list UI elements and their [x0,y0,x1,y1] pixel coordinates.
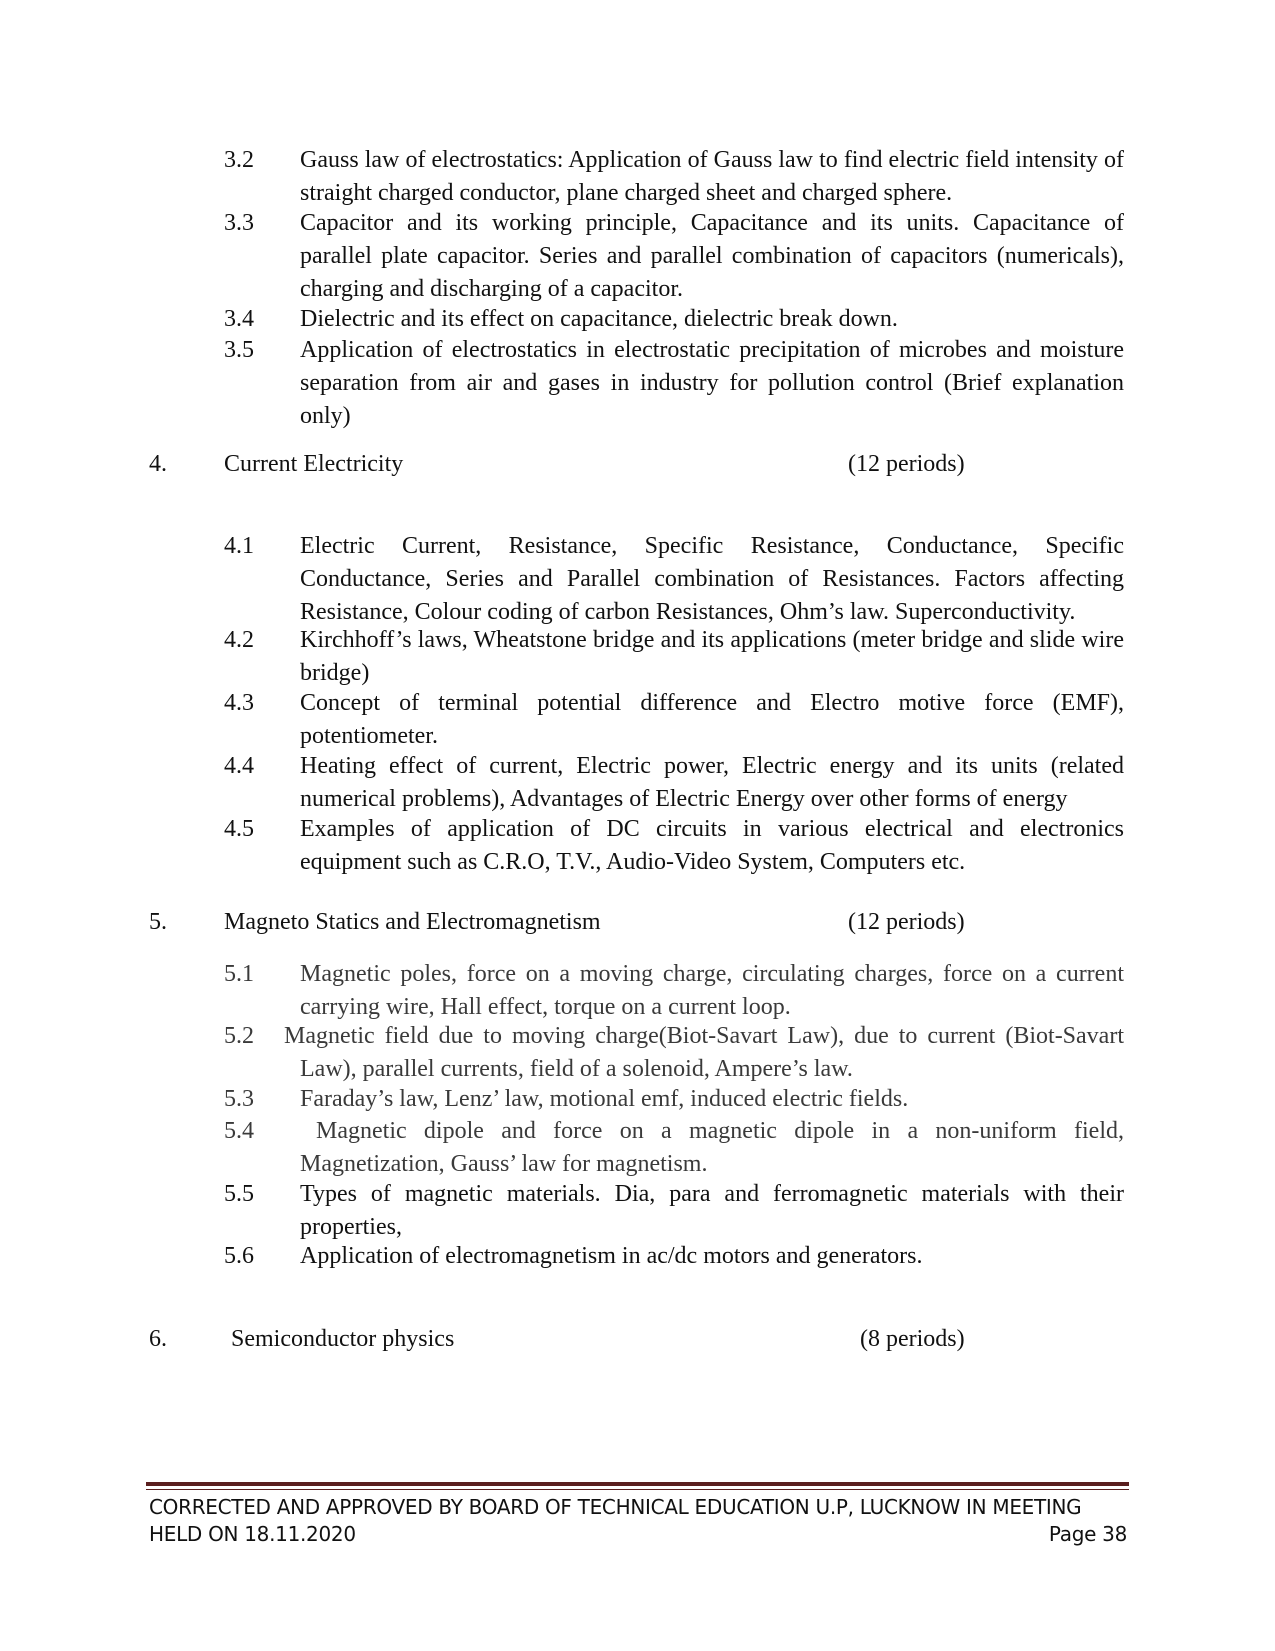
list-item-3-4 [224,303,1124,336]
section-title: Magneto Statics and Electromagnetism [224,909,601,935]
item-text: Magnetic field due to moving charge(Biot-Savart Law), due to current (Biot-Savart Law), parallel currents, field of a solenoid, Ampere’s law. [284,1023,1124,1082]
list-item-4-1 [224,530,1124,629]
list-item-3-2 [224,144,1124,210]
item-text: Concept of terminal potential difference and Electro motive force (EMF), potentiometer. [300,690,1124,749]
footer-line-1: CORRECTED AND APPROVED BY BOARD OF TECHNICAL EDUCATION U.P, LUCKNOW IN MEETING [149,1495,1082,1519]
list-item-5-3 [224,1083,1124,1116]
list-item-4-5 [224,813,1124,879]
item-text: Gauss law of electrostatics: Application of Gauss law to find electric field intensity of straight charged conductor, plane charged sheet and charged sphere. [300,147,1124,206]
item-text: Types of magnetic materials. Dia, para and ferromagnetic materials with their properties, [300,1181,1124,1240]
item-text: Kirchhoff’s laws, Wheatstone bridge and its applications (meter bridge and slide wire bridge) [300,627,1124,686]
item-text: Capacitor and its working principle, Capacitance and its units. Capacitance of parallel plate capacitor. Series and parallel combination of capacitors (numericals), charging and discharging of a capacitor. [300,210,1124,302]
item-number: 3.5 [224,337,254,363]
item-text: Magnetic poles, force on a moving charge, circulating charges, force on a current carrying wire, Hall effect, torque on a current loop. [300,961,1124,1020]
item-number: 4.1 [224,533,254,559]
section-number: 4. [149,451,167,477]
footer-line-2: HELD ON 18.11.2020 [149,1522,356,1546]
item-number: 4.3 [224,690,254,716]
item-number: 3.2 [224,147,254,173]
list-item-5-4 [224,1115,1124,1181]
list-item-4-2 [224,624,1124,690]
page-number: Page 38 [1048,1522,1127,1546]
list-item-4-3 [224,687,1124,753]
list-item-4-4 [224,750,1124,816]
item-text: Magnetic dipole and force on a magnetic dipole in a non-uniform field, Magnetization, Gauss’ law for magnetism. [300,1118,1124,1177]
item-number: 5.5 [224,1181,254,1207]
footer-rule-thin [146,1489,1129,1490]
footer-rule-thick [146,1482,1129,1486]
item-number: 3.3 [224,210,254,236]
item-number: 5.1 [224,961,254,987]
section-periods: (12 periods) [848,451,965,477]
item-text: Application of electrostatics in electrostatic precipitation of microbes and moisture separation from air and gases in industry for pollution control (Brief explanation only) [300,337,1124,429]
item-number: 4.2 [224,627,254,653]
section-periods: (12 periods) [848,909,965,935]
item-number: 5.3 [224,1086,254,1112]
list-item-5-2 [224,1020,1124,1086]
list-item-5-1 [224,958,1124,1024]
item-text: Electric Current, Resistance, Specific Resistance, Conductance, Specific Conductance, Series and Parallel combination of Resistances. Factors affecting Resistance, Colour coding of carbon Resistances, Ohm’s law. Superconductivity. [300,533,1124,625]
item-number: 5.2 [224,1023,254,1049]
list-item-5-5 [224,1178,1124,1244]
section-number: 5. [149,909,167,935]
item-number: 4.4 [224,753,254,779]
item-number: 5.6 [224,1243,254,1269]
page-footer [149,1494,1127,1548]
list-item-3-3 [224,207,1124,306]
item-text: Faraday’s law, Lenz’ law, motional emf, induced electric fields. [300,1086,909,1112]
item-text: Application of electromagnetism in ac/dc motors and generators. [300,1243,923,1269]
item-text: Dielectric and its effect on capacitance, dielectric break down. [300,306,898,332]
item-number: 4.5 [224,816,254,842]
item-number: 5.4 [224,1118,254,1144]
item-number: 3.4 [224,306,254,332]
list-item-5-6 [224,1240,1124,1273]
section-number: 6. [149,1326,167,1352]
item-text: Heating effect of current, Electric power, Electric energy and its units (related numerical problems), Advantages of Electric Energy over other forms of energy [300,753,1124,812]
section-periods: (8 periods) [860,1326,965,1352]
item-text: Examples of application of DC circuits in various electrical and electronics equipment such as C.R.O, T.V., Audio-Video System, Computers etc. [300,816,1124,875]
list-item-3-5 [224,334,1124,433]
footer-line-2-row [149,1521,1127,1548]
section-title: Semiconductor physics [231,1326,455,1352]
section-title: Current Electricity [224,451,404,477]
